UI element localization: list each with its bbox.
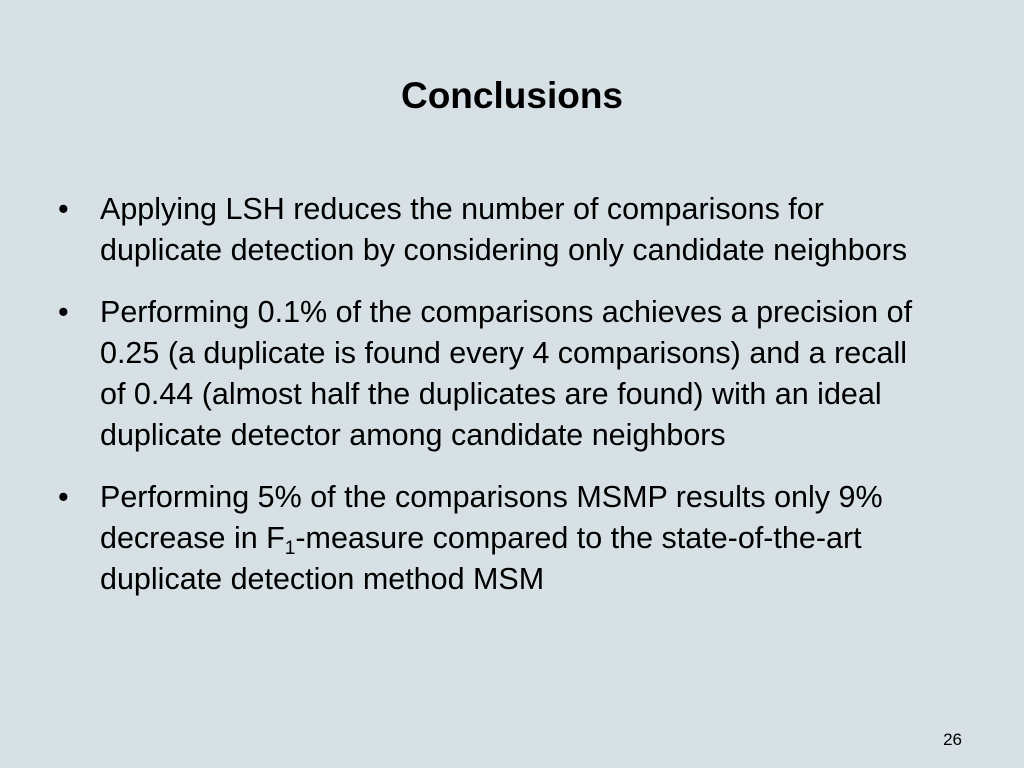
f1-subscript: 1 xyxy=(284,538,296,559)
bullet-icon: • xyxy=(58,192,69,226)
bullet-item-lsh xyxy=(58,189,938,271)
bullet-list xyxy=(58,189,938,621)
bullet-text: Applying LSH reduces the number of comparisons for duplicate detection by considering only candidate neighbors xyxy=(100,192,908,267)
bullet-text-before: Performing 5% of the comparisons MSMP results only 9% decrease in F xyxy=(100,480,883,555)
slide-title: Conclusions xyxy=(400,75,624,116)
bullet-text: Performing 0.1% of the comparisons achieves a precision of 0.25 (a duplicate is found every 4 comparisons) and a recall of 0.44 (almost half the duplicates are found) with an ideal duplicate detector among candidate neighbors xyxy=(100,295,913,452)
bullet-item-msmp xyxy=(58,477,938,600)
bullet-text-after: -measure compared to the state-of-the-art duplicate detection method MSM xyxy=(100,521,862,596)
bullet-icon: • xyxy=(58,295,69,329)
bullet-item-precision-recall xyxy=(58,292,938,456)
bullet-icon: • xyxy=(58,480,69,514)
page-number: 26 xyxy=(943,730,962,749)
